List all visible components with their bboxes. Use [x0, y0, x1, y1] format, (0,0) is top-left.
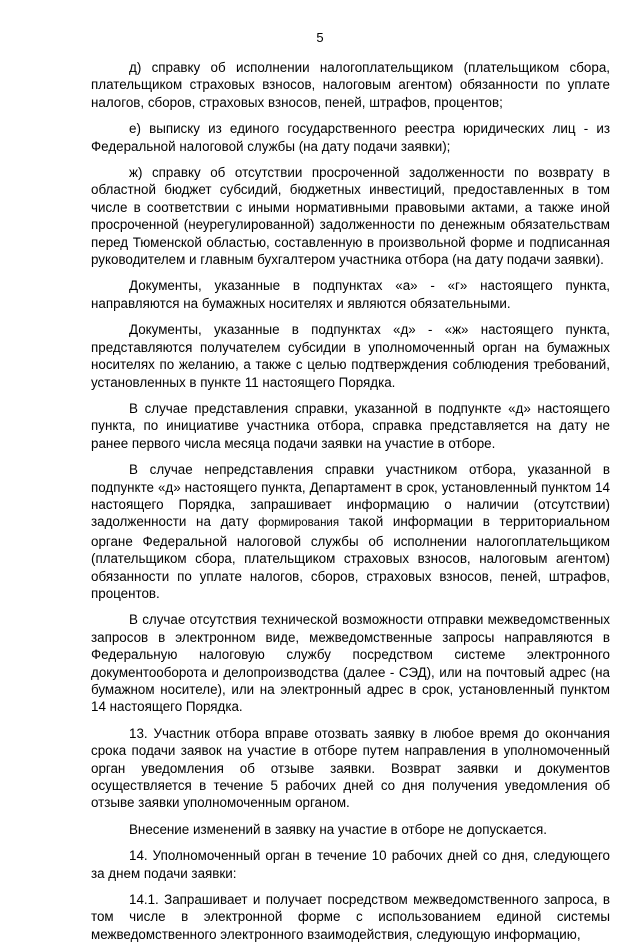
paragraph-text-part: такой информации в территориальном органе Федеральной налоговой службы об исполнении налогоплательщиком (плательщиком сбора, плательщиком страховых взносов, налоговым агентом) обязанности по уплате налогов, сборов, страховых взносов, пеней, штрафов, процентов. — [91, 514, 610, 601]
paragraph-subitem-zh: ж) справку об отсутствии просроченной задолженности по возврату в областной бюджет субсидий, бюджетных инвестиций, предоставленных в том числе в соответствии с иными нормативными правовыми актами, а также иной просроченной (неурегулированной) задолженности по денежным обязательствам перед Тюменской областью, составленную в произвольной форме и подписанная руководителем и главным бухгалтером участника отбора (на дату подачи заявки). — [91, 165, 610, 268]
paragraph-certificate-non-submission — [91, 461, 610, 602]
paragraph-documents-d-zh: Документы, указанные в подпунктах «д» - «ж» настоящего пункта, представляются получателем субсидии в уполномоченный орган на бумажных носителях по желанию, а также с целью подтверждения соблюдения требований, установленных в пункте 11 настоящего Порядка. — [91, 322, 610, 390]
paragraph-text-part: В случае непредставления справки участником отбора, указанной в подпункте «д» настоящего пункта, Департамент в срок, установленный пунктом 14 настоящего Порядка, запрашивает информацию о наличии (отсутствии) задолженности на дату — [91, 462, 610, 530]
paragraph-certificate-submission: В случае представления справки, указанной в подпункте «д» настоящего пункта, по инициативе участника отбора, справка представляется на дату не ранее первого числа месяца подачи заявки на участие в отборе. — [91, 400, 610, 451]
page-number: 5 — [316, 30, 324, 45]
paragraph-subitem-d: д) справку об исполнении налогоплательщиком (плательщиком сбора, плательщиком страховых взносов, налоговым агентом) обязанности по уплате налогов, сборов, страховых взносов, пеней, штрафов, процентов; — [91, 60, 610, 110]
paragraph-no-changes: Внесение изменений в заявку на участие в отборе не допускается. — [129, 821, 547, 837]
paragraph-documents-a-g: Документы, указанные в подпунктах «а» - «г» настоящего пункта, направляются на бумажных носителях и являются обязательными. — [91, 278, 610, 311]
paragraph-subitem-e: е) выписку из единого государственного реестра юридических лиц - из Федеральной налоговой службы (на дату подачи заявки); — [91, 121, 610, 154]
paragraph-item-14: 14. Уполномоченный орган в течение 10 рабочих дней со дня, следующего за днем подачи заявки: — [91, 848, 610, 881]
paragraph-text-small-word: формирования — [258, 517, 340, 530]
paragraph-item-14-1: 14.1. Запрашивает и получает посредством межведомственного запроса, в том числе в электронной форме с использованием единой системы межведомственного электронного взаимодействия, следующую информацию, — [91, 892, 610, 942]
document-body — [91, 59, 610, 951]
paragraph-interagency-requests: В случае отсутствия технической возможности отправки межведомственных запросов в электронном виде, межведомственные запросы направляются в Федеральную налоговую службу посредством системе электронного документооборота и делопроизводства (далее - СЭД), или на почтовый адрес (на бумажном носителе), или на электронный адрес в срок, установленный пунктом 14 настоящего Порядка. — [91, 612, 610, 715]
paragraph-item-13: 13. Участник отбора вправе отозвать заявку в любое время до окончания срока подачи заявок на участие в отборе путем направления в уполномоченный орган уведомления об отзыве заявки. Возврат заявки и документов осуществляется в течение 5 рабочих дней со дня получения уведомления об отзыве заявки уполномоченным органом. — [91, 725, 610, 811]
